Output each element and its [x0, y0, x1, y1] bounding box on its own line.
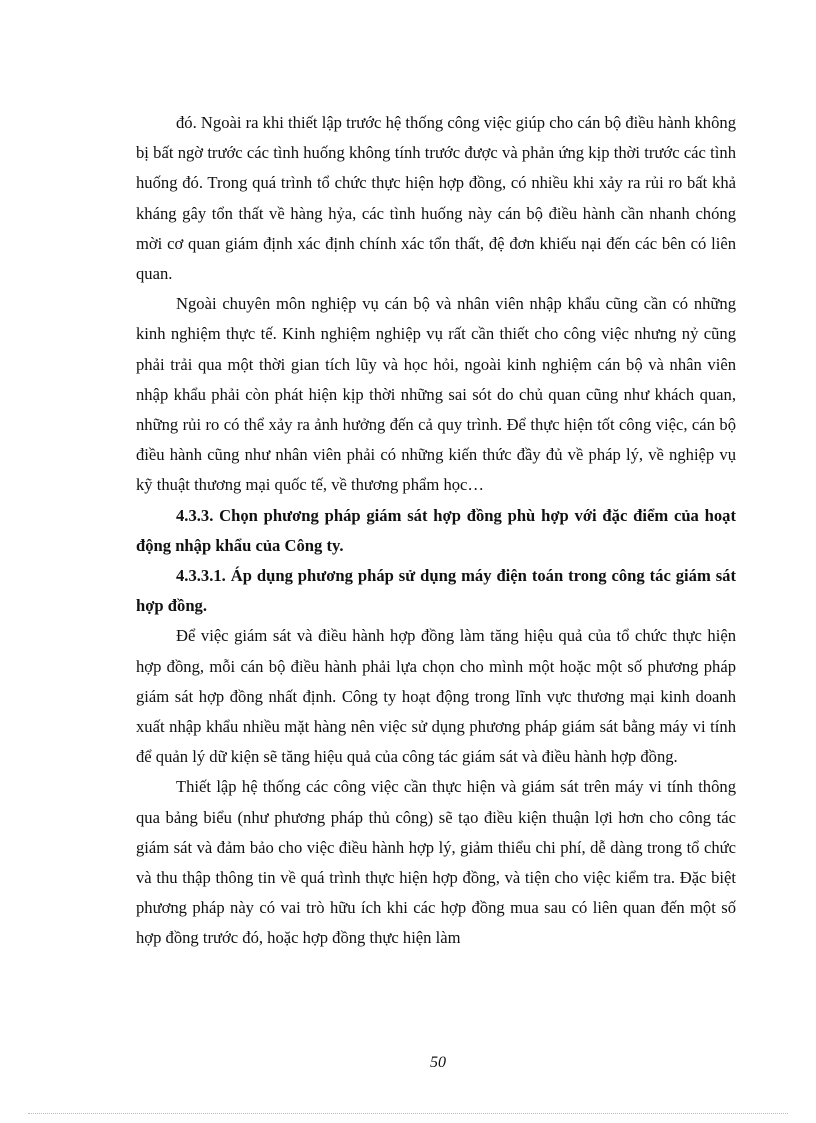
footer-divider	[28, 1113, 788, 1114]
subsection-heading-4-3-3-1: 4.3.3.1. Áp dụng phương pháp sử dụng máy điện toán trong công tác giám sát hợp đồng.	[136, 566, 736, 616]
document-page	[136, 108, 736, 954]
paragraph-computer-system: Thiết lập hệ thống các công việc cần thực hiện và giám sát trên máy vi tính thông qua bảng biểu (như phương pháp thủ công) sẽ tạo điều kiện thuận lợi hơn cho công tác giám sát và đảm bảo cho việc điều hành hợp lý, giảm thiểu chi phí, dễ dàng trong tổ chức và thu thập thông tin về quá trình thực hiện hợp đồng, và tiện cho việc kiểm tra. Đặc biệt phương pháp này có vai trò hữu ích khi các hợp đồng mua sau có liên quan đến một số hợp đồng trước đó, hoặc hợp đồng thực hiện làm	[136, 777, 736, 948]
paragraph-method-selection: Để việc giám sát và điều hành hợp đồng làm tăng hiệu quả của tổ chức thực hiện hợp đồng, mỗi cán bộ điều hành phải lựa chọn cho mình một hoặc một số phương pháp giám sát hợp đồng nhất định. Công ty hoạt động trong lĩnh vực thương mại kinh doanh xuất nhập khẩu nhiều mặt hàng nên việc sử dụng phương pháp giám sát bằng máy vi tính để quản lý dữ kiện sẽ tăng hiệu quả của công tác giám sát và điều hành hợp đồng.	[136, 626, 736, 767]
page-number: 50	[430, 1054, 446, 1071]
section-heading-4-3-3: 4.3.3. Chọn phương pháp giám sát hợp đồng phù hợp với đặc điểm của hoạt động nhập khẩu của Công ty.	[136, 505, 736, 555]
paragraph-experience: Ngoài chuyên môn nghiệp vụ cán bộ và nhân viên nhập khẩu cũng cần có những kinh nghiệm thực tế. Kinh nghiệm nghiệp vụ rất cần thiết cho công việc nhưng nỷ cũng phải trải qua một thời gian tích lũy và học hỏi, ngoài kinh nghiệm cán bộ và nhân viên nhập khẩu phải còn phát hiện kịp thời những sai sót do chủ quan cũng như khách quan, những rủi ro có thể xảy ra ảnh hưởng đến cả quy trình. Để thực hiện tốt công việc, cán bộ điều hành cũng như nhân viên phải có những kiến thức đầy đủ về pháp lý, về nghiệp vụ kỹ thuật thương mại quốc tế, về thương phẩm học…	[136, 294, 736, 495]
paragraph-continuation: đó. Ngoài ra khi thiết lập trước hệ thống công việc giúp cho cán bộ điều hành không bị bất ngờ trước các tình huống không tính trước được và phản ứng kịp thời trước các tình huống đó. Trong quá trình tổ chức thực hiện hợp đồng, có nhiều khi xảy ra rủi ro bất khả kháng gây tổn thất về hàng hỷa, các tình huống này cán bộ điều hành cần nhanh chóng mời cơ quan giám định xác định chính xác tổn thất, đệ đơn khiếu nại đến các bên có liên quan.	[136, 113, 736, 284]
